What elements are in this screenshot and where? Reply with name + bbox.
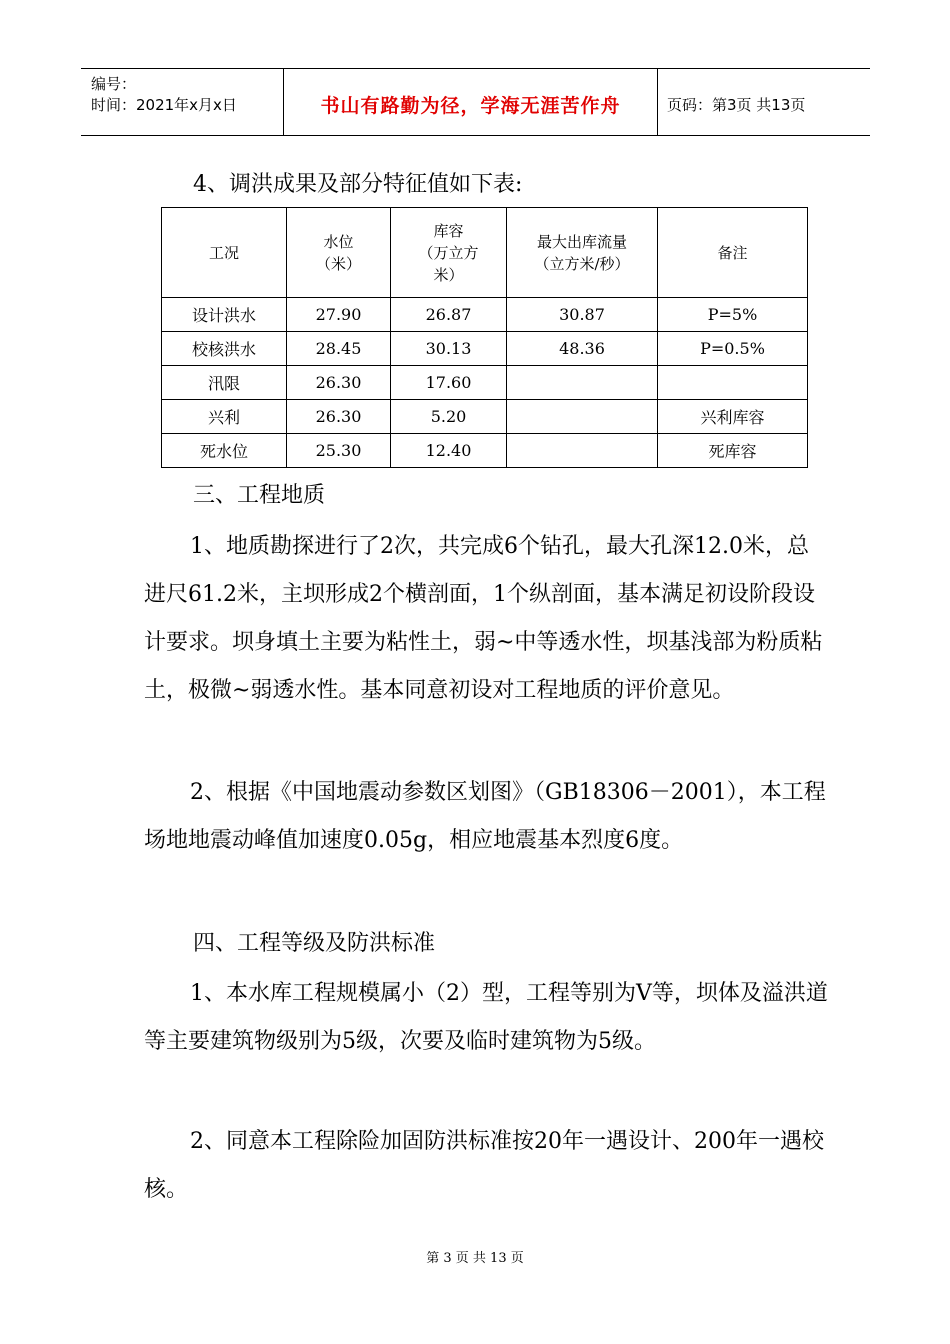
cell-storage: 26.87 [391, 298, 507, 332]
cell-level: 26.30 [287, 400, 391, 434]
header-remarks: 备注 [658, 208, 808, 298]
header-flow-unit: （立方米/秒） [534, 254, 630, 273]
table-row [162, 332, 808, 366]
cell-condition: 校核洪水 [162, 332, 287, 366]
header-level-title: 水位 [323, 232, 354, 251]
paragraph: 2、同意本工程除险加固防洪标准按20年一遇设计、200年一遇校核。 [144, 1129, 824, 1202]
cell-storage: 30.13 [391, 332, 507, 366]
paragraph: 1、地质勘探进行了2次，共完成6个钻孔，最大孔深12.0米，总进尺61.2米，主坝形成2个横剖面，1个纵剖面，基本满足初设阶段设计要求。坝身填土主要为粘性土，弱~中等透水性，坝基浅部为粉质粘土，极微~弱透水性。基本同意初设对工程地质的评价意见。 [144, 534, 823, 703]
header-meta [81, 69, 283, 135]
cell-storage: 12.40 [391, 434, 507, 468]
cell-remarks [658, 366, 808, 400]
header-divider [657, 69, 658, 135]
paragraph: 1、本水库工程规模属小（2）型，工程等别为Ⅴ等，坝体及溢洪道等主要建筑物级别为5级，次要及临时建筑物为5级。 [144, 981, 828, 1054]
page-number-label: 页码：第3页 共13页 [667, 96, 806, 114]
time-label: 时间：2021年x月x日 [91, 96, 237, 114]
header-max-outflow [507, 208, 658, 298]
section-heading: 三、工程地质 [193, 483, 326, 508]
page-header [81, 68, 870, 136]
paragraph: 2、根据《中国地震动参数区划图》（GB18306－2001），本工程场地地震动峰值加速度0.05g，相应地震基本烈度6度。 [144, 780, 826, 853]
cell-storage: 17.60 [391, 366, 507, 400]
cell-flow: 48.36 [507, 332, 658, 366]
header-storage-unit: 米） [433, 265, 464, 284]
header-level-unit: （米） [315, 254, 361, 273]
table-header-row [162, 208, 808, 298]
table-row [162, 366, 808, 400]
table-row [162, 434, 808, 468]
cell-flow [507, 366, 658, 400]
page-footer: 第 3 页 共 13 页 [426, 1251, 524, 1266]
cell-condition: 设计洪水 [162, 298, 287, 332]
cell-remarks: 死库容 [658, 434, 808, 468]
cell-remarks: P=0.5% [658, 332, 808, 366]
cell-flow: 30.87 [507, 298, 658, 332]
header-water-level [287, 208, 391, 298]
header-storage [391, 208, 507, 298]
header-motto: 书山有路勤为径，学海无涯苦作舟 [320, 95, 621, 117]
cell-condition: 汛限 [162, 366, 287, 400]
cell-remarks: 兴利库容 [658, 400, 808, 434]
cell-level: 25.30 [287, 434, 391, 468]
cell-flow [507, 400, 658, 434]
table-intro: 4、调洪成果及部分特征值如下表: [193, 172, 523, 197]
number-label: 编号： [91, 75, 137, 93]
cell-condition: 死水位 [162, 434, 287, 468]
cell-level: 26.30 [287, 366, 391, 400]
flood-routing-table [161, 207, 808, 468]
section-heading: 四、工程等级及防洪标准 [193, 931, 436, 956]
cell-condition: 兴利 [162, 400, 287, 434]
cell-remarks: P=5% [658, 298, 808, 332]
header-storage-title: 库容 [433, 221, 464, 240]
cell-flow [507, 434, 658, 468]
cell-storage: 5.20 [391, 400, 507, 434]
header-storage-unit: （万立方 [418, 243, 479, 262]
header-flow-title: 最大出库流量 [536, 232, 627, 251]
table-row [162, 400, 808, 434]
cell-level: 27.90 [287, 298, 391, 332]
header-condition: 工况 [162, 208, 287, 298]
table-row [162, 298, 808, 332]
cell-level: 28.45 [287, 332, 391, 366]
